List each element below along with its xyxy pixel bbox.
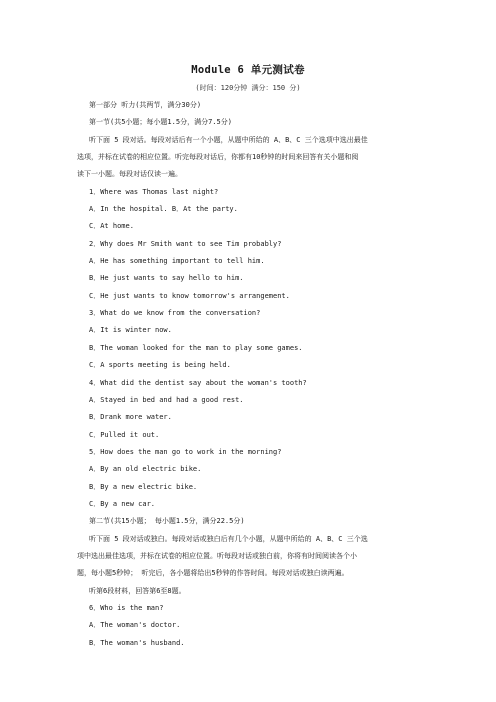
question-stem: 2．Why does Mr Smith want to see Tim probably?	[89, 239, 282, 248]
instruction-line: 项中选出最佳选项，并标在试卷的相应位置。听每段对话或独白前，你将有时间阅读各个小	[77, 551, 357, 560]
answer-option: A．Stayed in bed and had a good rest.	[89, 395, 244, 404]
answer-option: B．The woman looked for the man to play some games.	[89, 343, 303, 352]
instruction-line: 读下一小题。每段对话仅读一遍。	[77, 170, 182, 179]
answer-option: C．By a new car.	[89, 499, 156, 508]
answer-option: A．In the hospital. B．At the party.	[89, 205, 238, 214]
page-title: Module 6 单元测试卷	[191, 64, 305, 76]
answer-option: C．He just wants to know tomorrow's arrangement.	[89, 291, 290, 300]
instruction-line: 题，每小题5秒钟； 听完后，各小题将给出5秒钟的作答时间。每段对话或独白读两遍。	[77, 569, 349, 578]
answer-option: C．At home.	[89, 222, 134, 231]
instruction-line: 听下面 5 段对话。每段对话后有一个小题，从题中所给的 A、B、C 三个选项中选出最佳	[89, 135, 368, 144]
question-stem: 5．How does the man go to work in the morning?	[89, 447, 282, 456]
question-stem: 1．Where was Thomas last night?	[89, 187, 219, 196]
question-stem: 3．What do we know from the conversation?	[89, 309, 261, 318]
question-stem: 4．What did the dentist say about the woman's tooth?	[89, 378, 307, 387]
part-heading: 第一部分 听力(共两节，满分30分)	[89, 101, 202, 109]
answer-option: B．He just wants to say hello to him.	[89, 274, 244, 283]
answer-option: B．Drank more water.	[89, 413, 172, 422]
question-stem: 6．Who is the man?	[89, 603, 164, 612]
answer-option: C．A sports meeting is being held.	[89, 361, 231, 370]
answer-option: A．By an old electric bike.	[89, 465, 202, 474]
section-heading: 第一节(共5小题；每小题1.5分，满分7.5分)	[89, 118, 232, 127]
instruction-line: 选项，并标在试卷的相应位置。听完每段对话后，你都有10秒钟的时间来回答有关小题和阅	[77, 153, 359, 162]
material-heading: 听第6段材料，回答第6至8题。	[89, 586, 186, 595]
exam-time-info: (时间：120分钟 满分：150 分)	[195, 84, 301, 92]
document-body	[77, 97, 422, 652]
section-heading: 第二节(共15小题； 每小题1.5分，满分22.5分)	[89, 517, 245, 526]
answer-option: B．By a new electric bike.	[89, 482, 198, 491]
instruction-line: 听下面 5 段对话或独白。每段对话或独白后有几个小题，从题中所给的 A、B、C 三个选	[89, 534, 368, 543]
answer-option: A．He has something important to tell him.	[89, 257, 265, 266]
answer-option: B．The woman's husband.	[89, 638, 185, 647]
answer-option: A．The woman's doctor.	[89, 621, 181, 630]
answer-option: A．It is winter now.	[89, 326, 172, 335]
answer-option: C．Pulled it out.	[89, 430, 160, 439]
